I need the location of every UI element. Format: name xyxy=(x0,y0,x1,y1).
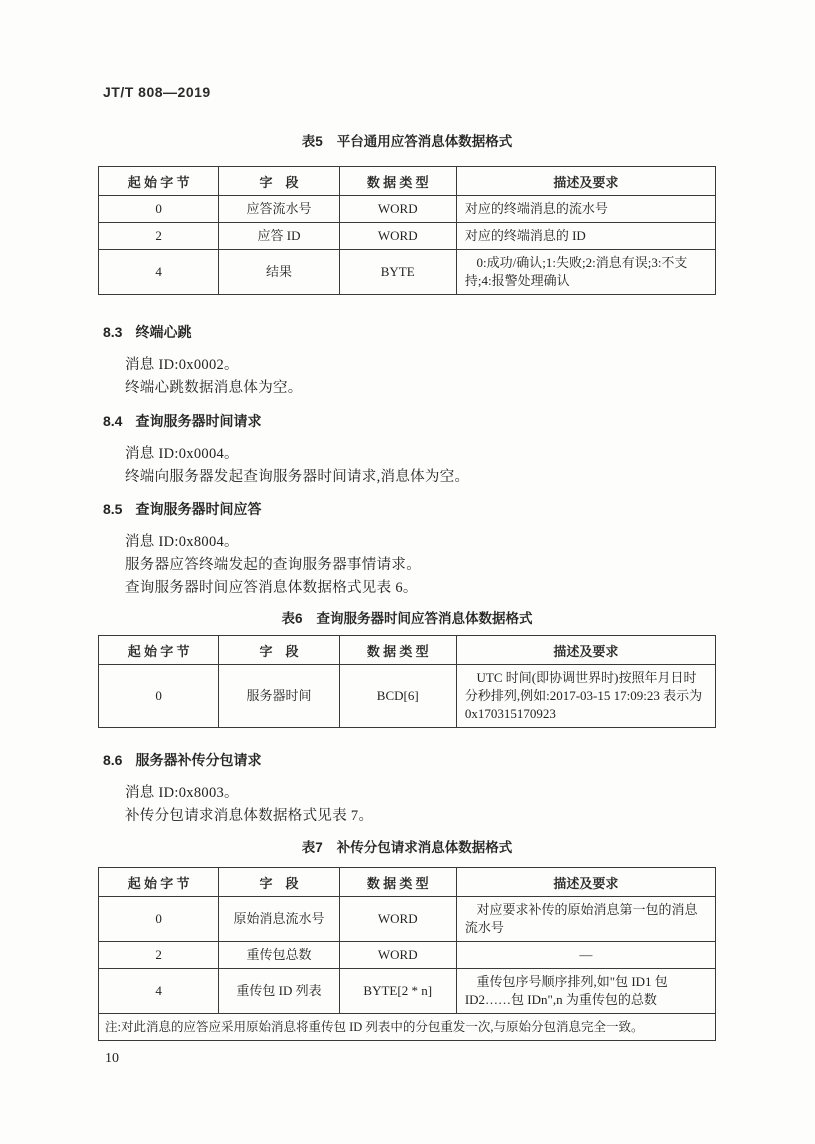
header-description: 描述及要求 xyxy=(456,636,715,665)
paragraph: 消息 ID:0x0002。 xyxy=(125,357,239,373)
header-description: 描述及要求 xyxy=(456,868,715,897)
section-heading-8-5 xyxy=(103,499,716,519)
table6-caption xyxy=(98,607,716,627)
table7 xyxy=(98,867,716,1041)
table6-caption-title: 查询服务器时间应答消息体数据格式 xyxy=(316,611,533,626)
cell-data-type: BCD[6] xyxy=(339,665,456,728)
cell-start-byte: 0 xyxy=(99,196,219,223)
cell-start-byte: 2 xyxy=(99,942,219,969)
header-description: 描述及要求 xyxy=(456,167,715,196)
section-number: 8.4 xyxy=(103,413,123,429)
cell-data-type: BYTE[2 * n] xyxy=(339,969,456,1014)
section-title: 查询服务器时间应答 xyxy=(135,501,262,517)
table-note-row xyxy=(99,1014,716,1041)
section-title: 查询服务器时间请求 xyxy=(135,413,262,429)
paragraph: 消息 ID:0x0004。 xyxy=(125,446,239,462)
cell-data-type: WORD xyxy=(339,196,456,223)
cell-description: 对应要求补传的原始消息第一包的消息流水号 xyxy=(456,897,715,942)
header-field: 字 段 xyxy=(219,636,339,665)
cell-field: 服务器时间 xyxy=(219,665,339,728)
section-number: 8.6 xyxy=(103,752,123,768)
table-note: 注:对此消息的应答应采用原始消息将重传包 ID 列表中的分包重发一次,与原始分包消息完全一致。 xyxy=(99,1014,716,1041)
table7-caption-title: 补传分包请求消息体数据格式 xyxy=(336,840,513,855)
cell-start-byte: 0 xyxy=(99,665,219,728)
cell-field: 应答流水号 xyxy=(219,196,339,223)
header-data-type: 数 据 类 型 xyxy=(339,868,456,897)
cell-description: UTC 时间(即协调世界时)按照年月日时分秒排列,例如:2017-03-15 17:09:23 表示为 0x170315170923 xyxy=(456,665,715,728)
cell-field: 应答 ID xyxy=(219,223,339,250)
header-start-byte: 起 始 字 节 xyxy=(99,868,219,897)
cell-data-type: WORD xyxy=(339,223,456,250)
cell-data-type: WORD xyxy=(339,942,456,969)
paragraph: 查询服务器时间应答消息体数据格式见表 6。 xyxy=(125,580,418,596)
cell-field: 重传包总数 xyxy=(219,942,339,969)
standard-number: JT/T 808—2019 xyxy=(103,84,211,100)
cell-description: 0:成功/确认;1:失败;2:消息有误;3:不支持;4:报警处理确认 xyxy=(456,250,715,295)
table5-caption-label: 表5 xyxy=(301,134,323,149)
section-number: 8.5 xyxy=(103,501,123,517)
cell-start-byte: 4 xyxy=(99,969,219,1014)
table5-caption xyxy=(98,130,716,150)
paragraph: 消息 ID:0x8003。 xyxy=(125,785,239,801)
header-field: 字 段 xyxy=(219,167,339,196)
section-number: 8.3 xyxy=(103,324,123,340)
table-row xyxy=(99,897,716,942)
cell-data-type: WORD xyxy=(339,897,456,942)
table-row xyxy=(99,969,716,1014)
table-row xyxy=(99,942,716,969)
section-title: 服务器补传分包请求 xyxy=(135,752,262,768)
page-number: 10 xyxy=(105,1051,119,1066)
table7-header-row xyxy=(99,868,716,897)
paragraph: 消息 ID:0x8004。 xyxy=(125,534,239,550)
cell-start-byte: 0 xyxy=(99,897,219,942)
table-row xyxy=(99,196,716,223)
table-row xyxy=(99,665,716,728)
paragraph: 服务器应答终端发起的查询服务器事情请求。 xyxy=(125,557,421,573)
header-field: 字 段 xyxy=(219,868,339,897)
header-data-type: 数 据 类 型 xyxy=(339,167,456,196)
table5 xyxy=(98,166,716,295)
section-title: 终端心跳 xyxy=(135,324,192,340)
header-start-byte: 起 始 字 节 xyxy=(99,636,219,665)
paragraph: 终端向服务器发起查询服务器时间请求,消息体为空。 xyxy=(125,469,470,485)
section-heading-8-3 xyxy=(103,322,716,342)
header-data-type: 数 据 类 型 xyxy=(339,636,456,665)
cell-start-byte: 2 xyxy=(99,223,219,250)
cell-field: 原始消息流水号 xyxy=(219,897,339,942)
cell-field: 结果 xyxy=(219,250,339,295)
paragraph: 补传分包请求消息体数据格式见表 7。 xyxy=(125,808,374,824)
table6 xyxy=(98,635,716,728)
paragraph: 终端心跳数据消息体为空。 xyxy=(125,380,303,396)
cell-data-type: BYTE xyxy=(339,250,456,295)
section-heading-8-4 xyxy=(103,411,716,431)
table5-header-row xyxy=(99,167,716,196)
cell-field: 重传包 ID 列表 xyxy=(219,969,339,1014)
table7-caption xyxy=(98,836,716,856)
table7-caption-label: 表7 xyxy=(301,840,323,855)
section-heading-8-6 xyxy=(103,750,716,770)
cell-start-byte: 4 xyxy=(99,250,219,295)
header-start-byte: 起 始 字 节 xyxy=(99,167,219,196)
table5-caption-title: 平台通用应答消息体数据格式 xyxy=(336,134,513,149)
cell-description: 对应的终端消息的 ID xyxy=(456,223,715,250)
cell-description: 重传包序号顺序排列,如"包 ID1 包 ID2……包 IDn",n 为重传包的总数 xyxy=(456,969,715,1014)
cell-description: — xyxy=(456,942,715,969)
cell-description: 对应的终端消息的流水号 xyxy=(456,196,715,223)
table6-header-row xyxy=(99,636,716,665)
table6-caption-label: 表6 xyxy=(281,611,303,626)
table-row xyxy=(99,223,716,250)
table-row xyxy=(99,250,716,295)
